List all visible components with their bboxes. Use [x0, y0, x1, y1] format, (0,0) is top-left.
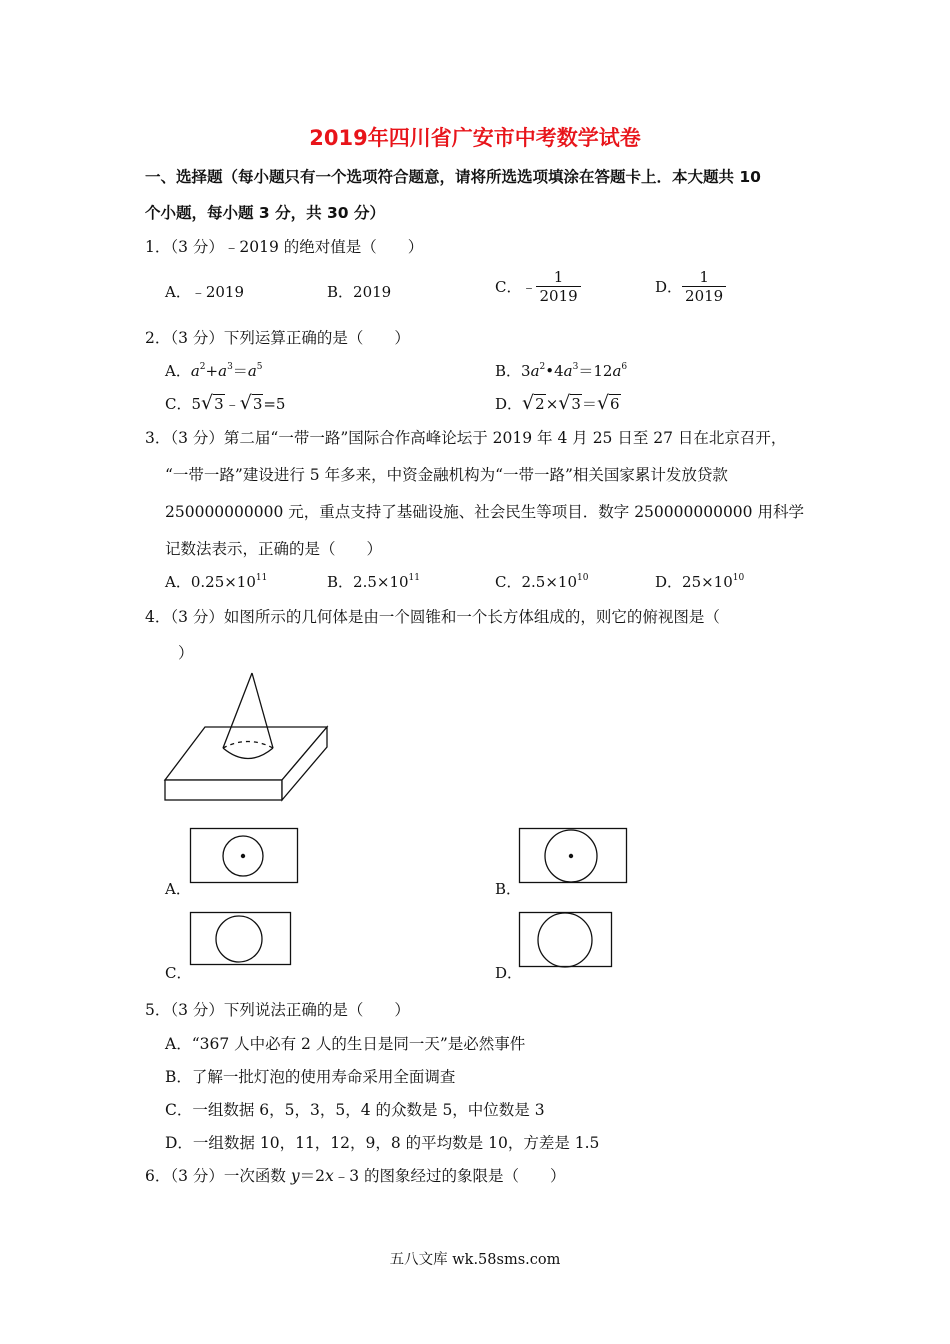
q5-option-d: D．一组数据 10，11，12，9，8 的平均数是 10，方差是 1.5 [165, 1134, 600, 1152]
q3-line1: 3．（3 分）第二届“一带一路”国际合作高峰论坛于 2019 年 4 月 25 日至 27 日在北京召开， [145, 429, 787, 447]
q2-option-d [495, 392, 621, 414]
variable: y [290, 1167, 300, 1185]
exponent: 11 [255, 573, 268, 583]
q1-option-c-fraction [536, 268, 580, 305]
footer-watermark: 五八文库 wk.58sms.com [389, 1252, 561, 1268]
q6-stem: 6．（3 分）一次函数 y＝2x﹣3 的图象经过的象限是（ ） [145, 1167, 566, 1185]
section-header-line2: 个小题，每小题 3 分，共 30 分） [145, 204, 385, 222]
q4-line2: ） [178, 644, 194, 662]
q2-stem: 2．（3 分）下列运算正确的是（ ） [145, 329, 410, 347]
q3-option-b: B．$2.5\times 10^{11}$ [327, 573, 420, 591]
operator: ﹣ [224, 395, 240, 413]
fraction-denominator: 2019 [682, 286, 726, 305]
sqrt-radical: √3 [239, 392, 263, 414]
exponent: 2 [199, 362, 206, 372]
variable: a [612, 362, 622, 380]
exponent: 11 [408, 573, 420, 583]
operator: + [205, 362, 219, 380]
q2-option-c [165, 392, 285, 414]
sqrt-radical: √6 [596, 392, 620, 414]
q1-option-d [655, 268, 726, 305]
q5-option-c: C．一组数据 6，5，3，5，4 的众数是 5，中位数是 3 [165, 1101, 545, 1119]
q4-option-a-label: A． [165, 880, 191, 898]
option-label: C．5 [165, 395, 202, 413]
q4-option-d-view [519, 912, 613, 968]
q3-option-d: D．$25\times 10^{10}$ [655, 573, 745, 591]
sqrt-radical: √2 [522, 392, 545, 414]
variable: a [563, 362, 573, 380]
operator: =5 [263, 395, 286, 413]
q4-option-c-view [190, 912, 292, 966]
q4-option-b-label: B． [495, 880, 522, 898]
exponent: 10 [732, 573, 745, 583]
q1-option-b: B．2019 [327, 283, 392, 301]
variable: a [247, 362, 257, 380]
variable: x [324, 1167, 334, 1185]
q3-line4: 记数法表示，正确的是（ ） [165, 540, 383, 558]
operator: •4 [545, 362, 564, 380]
option-label: A． [165, 362, 191, 380]
q1-option-c-label: C．﹣ [495, 278, 537, 296]
q2-option-b [495, 360, 627, 381]
q5-option-a: A．“367 人中必有 2 人的生日是同一天”是必然事件 [165, 1035, 526, 1053]
q3-line2: “一带一路”建设进行 5 年多来，中资金融机构为“一带一路”相关国家累计发放贷款 [165, 466, 728, 484]
operator: × [545, 395, 559, 413]
q1-option-d-label: D． [655, 278, 683, 296]
fraction-denominator: 2019 [536, 286, 580, 305]
q4-line1: 4．（3 分）如图所示的几何体是由一个圆锥和一个长方体组成的，则它的俯视图是（ [145, 608, 720, 626]
variable: a [530, 362, 540, 380]
q4-option-d-label: D． [495, 964, 523, 982]
q4-option-b-view [519, 828, 627, 884]
operator: ＝12 [578, 362, 613, 380]
sqrt-radical: √3 [201, 392, 224, 414]
exponent: 5 [256, 362, 263, 372]
operator: ＝ [581, 395, 597, 413]
q1-stem: 1．（3 分）﹣2019 的绝对值是（ ） [145, 238, 424, 256]
sqrt-radical: √3 [558, 392, 581, 414]
q2-option-a [165, 360, 263, 381]
q5-stem: 5．（3 分）下列说法正确的是（ ） [145, 1001, 410, 1019]
option-label: D． [495, 395, 523, 413]
exponent: 6 [621, 362, 628, 372]
section-header-line1: 一、选择题（每小题只有一个选项符合题意，请将所选选项填涂在答题卡上．本大题共 10 [145, 168, 761, 186]
option-label: B．3 [495, 362, 531, 380]
q3-option-a: A．$0.25\times 10^{11}$ [165, 573, 268, 591]
exponent: 2 [539, 362, 546, 372]
variable: a [218, 362, 228, 380]
q4-option-c-label: C． [165, 964, 192, 982]
q1-option-d-fraction [682, 268, 726, 305]
q3-line3: 250000000000 元，重点支持了基础设施、社会民生等项目．数字 250000000000 用科学 [165, 503, 804, 521]
fraction-numerator: 1 [699, 268, 709, 286]
q1-option-c [495, 268, 581, 305]
cone-cuboid-figure [160, 665, 330, 805]
page-title: 2019年四川省广安市中考数学试卷 [309, 126, 641, 150]
q1-option-a: A．﹣2019 [165, 283, 245, 301]
exponent: 10 [577, 573, 589, 583]
q4-option-a-view [190, 828, 298, 884]
exponent: 3 [227, 362, 233, 372]
operator: ＝ [232, 362, 248, 380]
q3-option-c: C．$2.5\times 10^{10}$ [495, 573, 589, 591]
fraction-numerator: 1 [553, 268, 564, 286]
variable: a [190, 362, 200, 380]
exponent: 3 [572, 362, 579, 372]
q5-option-b: B．了解一批灯泡的使用寿命采用全面调查 [165, 1068, 456, 1086]
